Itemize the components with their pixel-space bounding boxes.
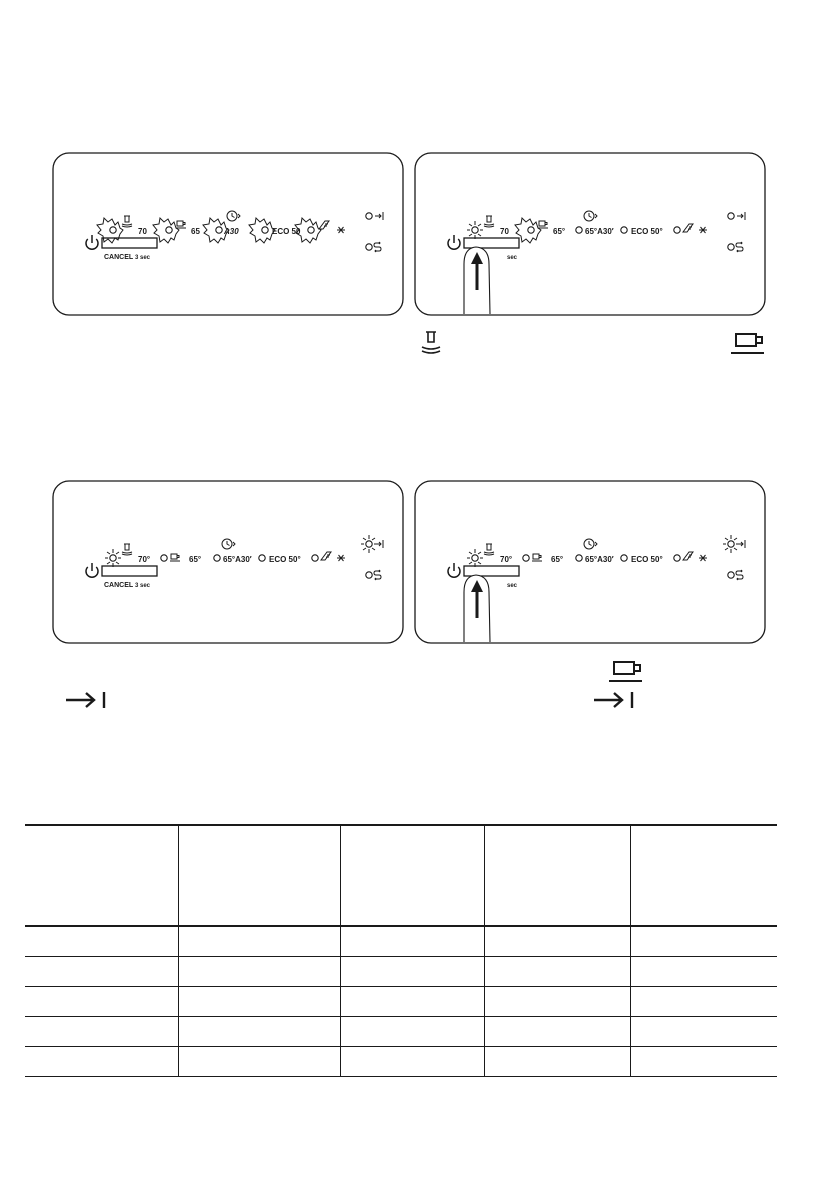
glass-icon: [683, 552, 693, 560]
cancel-time-label: sec: [507, 583, 518, 589]
table-row: [25, 1016, 777, 1046]
cancel-button[interactable]: [464, 566, 519, 576]
led-65-a30: [576, 555, 582, 561]
table-cell: [340, 1046, 484, 1076]
fan-icon: [699, 227, 707, 233]
led-eco: [621, 555, 627, 561]
power-icon[interactable]: [448, 563, 460, 577]
timer-icon: [222, 539, 235, 549]
table-cell: [340, 986, 484, 1016]
table-header-cell: [630, 825, 777, 926]
led-start: [723, 535, 739, 553]
control-panel-1: [52, 152, 404, 316]
timer-icon: [584, 211, 597, 221]
table-cell: [25, 956, 178, 986]
temp-label-4: ECO 50°: [631, 555, 663, 564]
fan-icon: [337, 555, 345, 561]
led-pots-pans: [97, 218, 123, 243]
cancel-time-label: 3 sec: [135, 255, 151, 261]
table-cell: [484, 986, 630, 1016]
table-cell: [178, 1016, 340, 1046]
table-cell: [630, 1016, 777, 1046]
cancel-button[interactable]: [102, 238, 157, 248]
temp-label-2: 65°: [189, 555, 202, 564]
power-icon[interactable]: [86, 235, 98, 249]
pots-pans-icon: [484, 544, 494, 555]
table-cell: [484, 956, 630, 986]
table-cell: [630, 926, 777, 956]
temp-label-3: 65°A30′: [585, 555, 614, 564]
led-eco: [259, 555, 265, 561]
rinse-icon: [374, 242, 381, 252]
cancel-button[interactable]: [102, 566, 157, 576]
cancel-label: CANCEL: [104, 254, 134, 261]
led-start: [728, 213, 734, 219]
cup-icon: [170, 554, 180, 561]
led-pots-pans: [467, 221, 483, 239]
table-row: [25, 956, 777, 986]
temp-label-3: 65°A30′: [585, 227, 614, 236]
control-panel-4: [414, 480, 766, 644]
start-arrow-icon: [64, 690, 108, 715]
led-rinse: [366, 572, 372, 578]
cancel-label: CANCEL: [104, 582, 134, 589]
led-glass: [312, 555, 318, 561]
temp-label-2: 65°: [551, 555, 564, 564]
table-cell: [484, 1046, 630, 1076]
cancel-time-label: sec: [507, 255, 518, 261]
led-glass: [674, 227, 680, 233]
timer-icon: [584, 539, 597, 549]
cup-icon: [532, 554, 542, 561]
temp-label-1: 70: [500, 227, 509, 236]
cup-icon: [730, 332, 770, 361]
fan-icon: [337, 227, 345, 233]
table-header-cell: [484, 825, 630, 926]
led-rinse: [728, 572, 734, 578]
start-arrow-icon: [375, 540, 383, 548]
table-cell: [484, 1016, 630, 1046]
start-arrow-icon: [375, 212, 383, 220]
led-pots-pans: [467, 549, 483, 567]
table-cell: [25, 1046, 178, 1076]
led-glass: [674, 555, 680, 561]
rinse-icon: [736, 242, 743, 252]
led-cup: [161, 555, 167, 561]
temp-label-1: 70°: [138, 555, 151, 564]
led-glass: [295, 218, 321, 243]
pots-pans-icon: [122, 544, 132, 555]
cup-icon: [538, 221, 548, 228]
temp-label-4: ECO 50°: [631, 227, 663, 236]
temp-label-1: 70: [138, 227, 147, 236]
glass-icon: [321, 552, 331, 560]
table-cell: [25, 1016, 178, 1046]
temp-label-3: 65°A30′: [223, 555, 252, 564]
pots-pans-icon: [484, 216, 494, 227]
led-start: [366, 213, 372, 219]
led-cup: [523, 555, 529, 561]
temp-label-4: ECO 50°: [269, 555, 301, 564]
temp-label-1: 70°: [500, 555, 513, 564]
cup-icon: [176, 221, 186, 228]
table-cell: [178, 986, 340, 1016]
table-cell: [340, 1016, 484, 1046]
led-65-a30: [214, 555, 220, 561]
power-icon[interactable]: [86, 563, 98, 577]
table-cell: [630, 956, 777, 986]
table-header-cell: [340, 825, 484, 926]
table-cell: [25, 986, 178, 1016]
table-cell: [340, 926, 484, 956]
table-cell: [178, 1046, 340, 1076]
table-row: [25, 926, 777, 956]
pots-pans-icon: [122, 216, 132, 227]
cup-icon: [608, 660, 648, 689]
control-panel-2: [414, 152, 766, 316]
table-header-cell: [178, 825, 340, 926]
start-arrow-icon: [737, 212, 745, 220]
led-eco: [621, 227, 627, 233]
finger-press-icon: [464, 247, 490, 314]
finger-press-icon: [464, 575, 490, 642]
timer-icon: [227, 211, 240, 221]
led-start: [361, 535, 377, 553]
temp-label-3: A30: [224, 227, 239, 236]
program-table: [25, 824, 777, 1077]
rinse-icon: [374, 570, 381, 580]
temp-label-2: 65: [191, 227, 200, 236]
table-cell: [630, 1046, 777, 1076]
cancel-time-label: 3 sec: [135, 583, 151, 589]
table-row: [25, 1046, 777, 1076]
power-icon[interactable]: [448, 235, 460, 249]
temp-label-4: ECO 50: [272, 227, 301, 236]
table-cell: [178, 926, 340, 956]
led-pots-pans: [105, 549, 121, 567]
table-header-row: [25, 825, 777, 926]
table-cell: [630, 986, 777, 1016]
temp-label-2: 65°: [553, 227, 566, 236]
fan-icon: [699, 555, 707, 561]
table-cell: [178, 956, 340, 986]
table-row: [25, 986, 777, 1016]
led-rinse: [366, 244, 372, 250]
pots-pans-icon: [420, 330, 442, 361]
cancel-button[interactable]: [464, 238, 519, 248]
led-65-a30: [576, 227, 582, 233]
table-cell: [340, 956, 484, 986]
led-rinse: [728, 244, 734, 250]
control-panel-3: [52, 480, 404, 644]
table-cell: [484, 926, 630, 956]
rinse-icon: [736, 570, 743, 580]
start-arrow-icon: [592, 690, 636, 715]
table-cell: [25, 926, 178, 956]
start-arrow-icon: [737, 540, 745, 548]
table-header-cell: [25, 825, 178, 926]
glass-icon: [683, 224, 693, 232]
glass-icon: [319, 221, 329, 229]
